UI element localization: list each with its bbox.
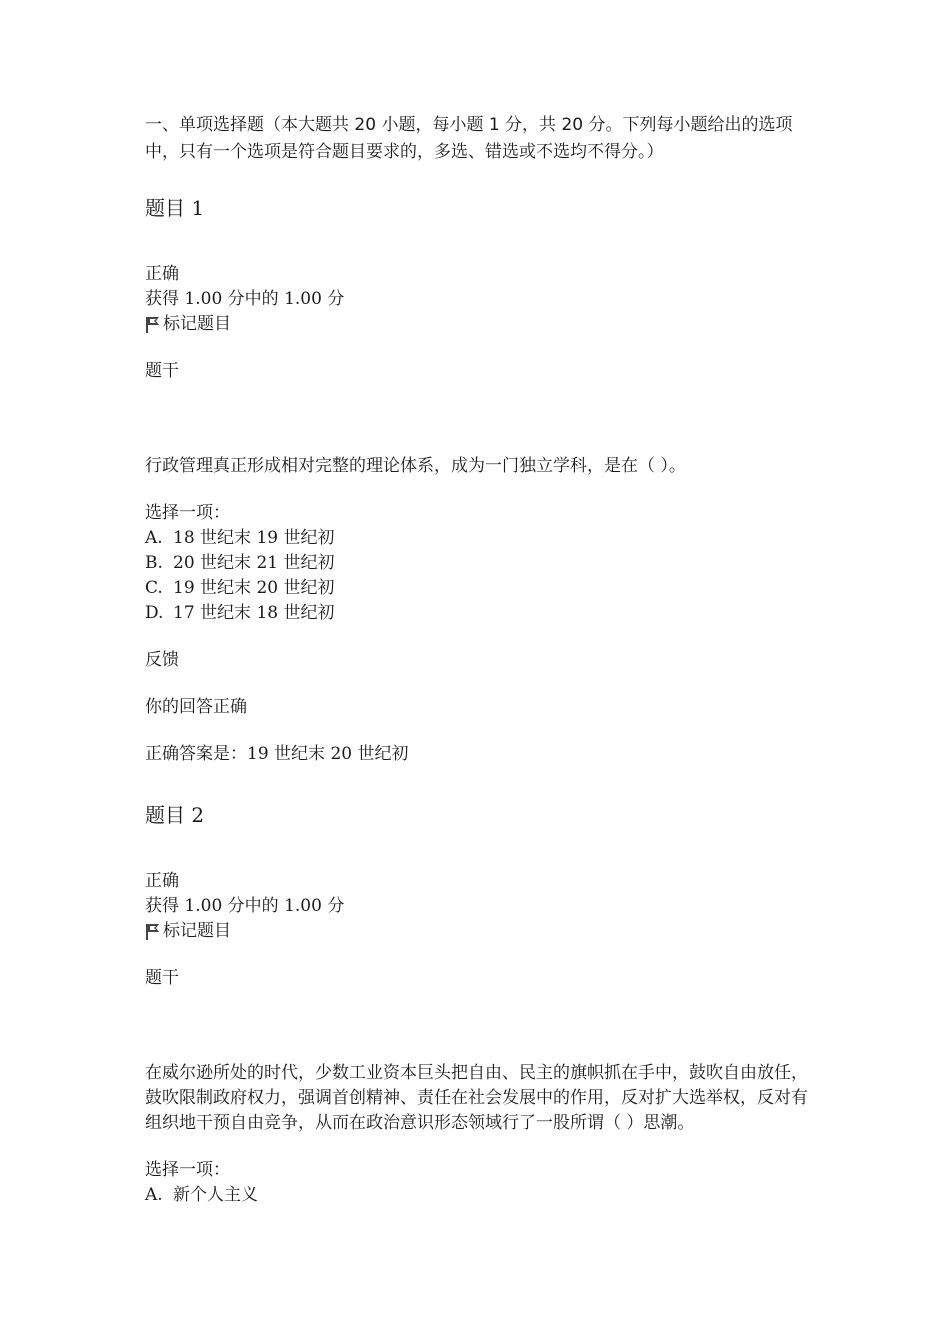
flag-icon	[145, 923, 161, 941]
option-d[interactable]	[145, 601, 810, 626]
section-intro: 一、单项选择题（本大题共 20 小题，每小题 1 分，共 20 分。下列每小题给出的选项中，只有一个选项是符合题目要求的，多选、错选或不选均不得分。）	[145, 115, 793, 162]
question-status: 正确	[145, 871, 179, 891]
question-stem: 行政管理真正形成相对完整的理论体系，成为一门独立学科，是在（ ）。	[145, 456, 686, 476]
question-title: 题目 2	[145, 803, 205, 827]
option-text: 17 世纪末 18 世纪初	[173, 603, 335, 623]
option-c[interactable]	[145, 576, 810, 601]
question-title: 题目 1	[145, 196, 205, 220]
option-a[interactable]	[145, 526, 810, 551]
question-stem: 在威尔逊所处的时代，少数工业资本巨头把自由、民主的旗帜抓在手中，鼓吹自由放任，鼓吹限制政府权力，强调首创精神、责任在社会发展中的作用，反对扩大选举权，反对有组织地干预自由竞争，从而在政治意识形态领域行了一股所谓（ ）思潮。	[145, 1063, 808, 1133]
option-text: 18 世纪末 19 世纪初	[173, 528, 335, 548]
flag-question-link[interactable]	[145, 312, 810, 337]
question-2	[145, 801, 810, 1208]
option-letter: B.	[145, 553, 163, 573]
document-page	[145, 112, 810, 1208]
option-text: 19 世纪末 20 世纪初	[173, 578, 335, 598]
option-letter: A.	[145, 528, 163, 548]
flag-question-link[interactable]	[145, 919, 810, 944]
option-b[interactable]	[145, 551, 810, 576]
question-score: 获得 1.00 分中的 1.00 分	[145, 289, 345, 309]
flag-question-label: 标记题目	[163, 314, 231, 334]
correct-answer: 正确答案是：19 世纪末 20 世纪初	[145, 744, 409, 764]
feedback-text: 你的回答正确	[145, 697, 247, 717]
question-status: 正确	[145, 264, 179, 284]
option-letter: C.	[145, 578, 163, 598]
feedback-label: 反馈	[145, 650, 179, 670]
option-a[interactable]	[145, 1183, 810, 1208]
option-letter: A.	[145, 1185, 163, 1205]
question-1	[145, 194, 810, 767]
flag-question-label: 标记题目	[163, 921, 231, 941]
flag-icon	[145, 316, 161, 334]
question-score: 获得 1.00 分中的 1.00 分	[145, 896, 345, 916]
option-text: 新个人主义	[173, 1185, 258, 1205]
option-letter: D.	[145, 603, 164, 623]
choose-label: 选择一项：	[145, 503, 230, 523]
stem-label: 题干	[145, 361, 179, 381]
choose-label: 选择一项：	[145, 1160, 230, 1180]
option-text: 20 世纪末 21 世纪初	[173, 553, 335, 573]
stem-label: 题干	[145, 968, 179, 988]
